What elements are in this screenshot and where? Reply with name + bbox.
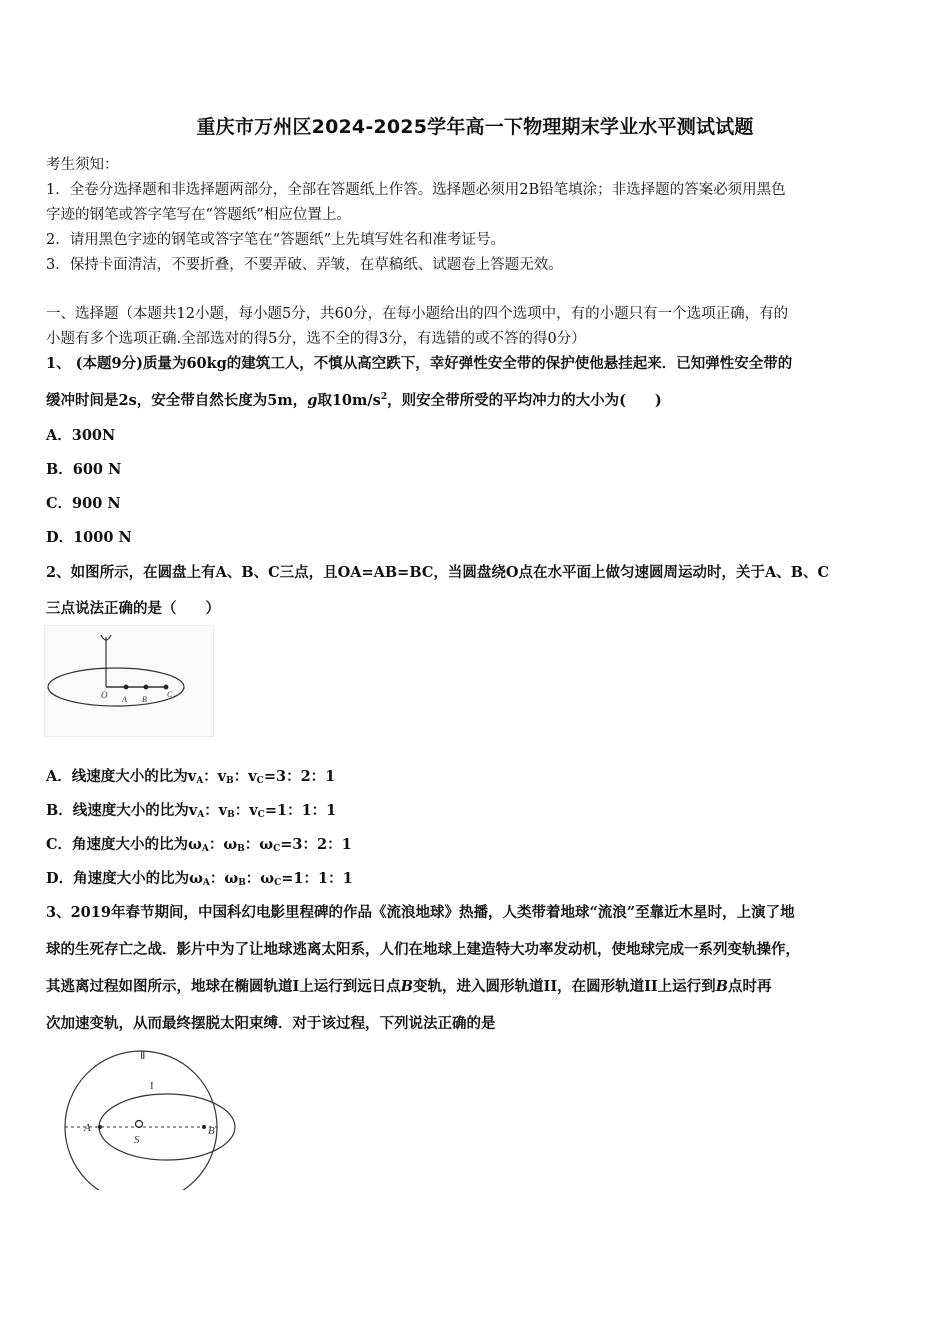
q3-sun-point [136,1121,143,1128]
q3-point-b-ref-2: B [715,978,728,995]
q1-stem-part-c: ，则安全带所受的平均冲力的大小为( ) [387,392,662,409]
q2-option-d-s2: ：ω [209,870,239,887]
q3-stem-line-2: 球的生死存亡之战．影片中为了让地球逃离太阳系，人们在地球上建造特大功率发动机，使地球完成一系列变轨操作， [46,941,800,958]
q2-option-b-sub2: B [227,810,235,820]
q2-option-d-sub3: C [274,878,282,888]
q2-option-c-s2: ：ω [208,836,238,853]
q2-option-c[interactable] [46,833,352,854]
q2-figure-border [45,626,214,737]
q3-label-b: B [208,1125,215,1137]
q2-option-d-sub1: A [202,878,210,888]
q2-option-a-sub2: B [226,776,234,786]
q1-option-a[interactable]: A．300N [46,427,116,444]
q3-stem-part-c: 变轨，进入圆形轨道II，在圆形轨道II上运行到 [413,978,716,995]
notice-item-2: 2．请用黑色字迹的钢笔或答字笔在“答题纸”上先填写姓名和准考证号。 [46,232,506,248]
section-instructions-line-2: 小题有多个选项正确.全部选对的得5分，选不全的得3分，有选错的或不答的得0分） [46,331,586,347]
q3-stem-part-d: 点时再 [727,978,772,995]
q2-option-a-s3: ：v [233,768,257,785]
q2-disc-figure [44,625,214,737]
q3-stem-line-1: 3、2019年春节期间，中国科幻电影里程碑的作品《流浪地球》热播，人类带着地球“流浪”至靠近木星时，上演了地 [46,904,795,921]
q2-option-b[interactable] [46,799,336,820]
section-instructions-line-1: 一、选择题（本题共12小题，每小题5分，共60分，在每小题给出的四个选项中，有的小题只有一个选项正确，有的 [46,306,789,322]
q2-option-a-prefix: A．线速度大小的比为 [46,768,188,785]
q2-point-b [144,685,149,690]
q1-stem-line-2 [46,389,662,410]
q3-stem-part-a: 其逃离过程如图所示，地球在椭圆轨道I上运行到远日点 [46,978,401,995]
q1-g-symbol: g [307,392,318,409]
q3-label-orbit-ii: Ⅱ [140,1050,146,1062]
q1-exponent: 2 [380,392,388,402]
q3-label-orbit-i: I [150,1080,154,1092]
q2-option-c-sub2: B [237,844,245,854]
q2-option-c-sub1: A [201,844,209,854]
q2-point-a [124,685,129,690]
q2-option-a-sub1: A [196,776,204,786]
q1-option-c[interactable]: C．900 N [46,495,121,512]
q2-option-d[interactable] [46,867,353,888]
notice-item-1: 1．全卷分选择题和非选择题两部分，全部在答题纸上作答。选择题必须用2B铅笔填涂；非选择题的答案必须用黑色 [46,182,786,198]
q2-option-a-sub3: C [256,776,264,786]
q2-option-b-prefix: B．线速度大小的比为 [46,802,189,819]
q3-point-a-dot [98,1125,102,1129]
q3-stem-line-3 [46,975,771,996]
q2-option-b-s3: ：v [234,802,258,819]
q1-stem-line-1: 1、 (本题9分)质量为60kg的建筑工人，不慎从高空跌下，幸好弹性安全带的保护使他悬挂起来．已知弹性安全带的 [46,355,793,372]
q1-stem-part-a: 缓冲时间是2s，安全带自然长度为5m， [46,392,308,409]
q2-point-c [164,685,169,690]
q2-stem-line-2: 三点说法正确的是（ ） [46,600,220,617]
q2-option-d-s1: ω [189,870,203,887]
notice-item-1-cont: 字迹的钢笔或答字笔写在“答题纸”相应位置上。 [46,207,351,223]
q2-option-c-prefix: C．角速度大小的比为 [46,836,189,853]
q2-label-o: O [101,690,108,700]
q2-option-b-sub1: A [197,810,205,820]
q2-option-a-tail: =3：2：1 [263,768,336,785]
q2-option-a-s2: ：v [203,768,227,785]
q3-label-s: S [134,1134,140,1146]
q3-point-b-dot [202,1125,206,1129]
q3-point-b-ref-1: B [400,978,414,995]
q2-stem-line-1: 2、如图所示，在圆盘上有A、B、C三点，且OA=AB=BC，当圆盘绕O点在水平面上做匀速圆周运动时，关于A、B、C [46,564,830,581]
q2-option-a[interactable] [46,765,335,786]
notice-heading: 考生须知： [46,157,119,173]
q2-option-c-sub3: C [273,844,281,854]
q1-option-b[interactable]: B．600 N [46,461,122,478]
q3-stem-line-4: 次加速变轨，从而最终摆脱太阳束缚．对于该过程，下列说法正确的是 [46,1015,496,1032]
q2-option-a-s1: v [187,768,197,785]
notice-item-3: 3．保持卡面清洁，不要折叠，不要弄破、弄皱，在草稿纸、试题卷上答题无效。 [46,257,563,273]
q2-option-d-sub2: B [238,878,246,888]
q2-option-d-s3: ：ω [245,870,275,887]
q2-option-c-s3: ：ω [244,836,274,853]
q2-option-d-prefix: D．角速度大小的比为 [46,870,190,887]
q1-option-d[interactable]: D．1000 N [46,529,132,546]
q2-label-a: A [122,695,127,704]
q2-option-d-tail: =1：1：1 [281,870,353,887]
q2-label-c: C [167,690,173,699]
q2-option-b-sub3: C [257,810,265,820]
q2-option-b-s2: ：v [204,802,228,819]
q1-stem-part-b: 取10m/s [317,392,381,409]
q2-option-c-s1: ω [188,836,202,853]
q2-option-c-tail: =3：2：1 [280,836,352,853]
q3-orbit-figure [46,1045,236,1190]
q2-option-b-tail: =1：1：1 [264,802,337,819]
page-title: 重庆市万州区2024-2025学年高一下物理期末学业水平测试试题 [196,116,754,138]
q2-label-b: B [142,695,147,704]
q3-label-a: A [84,1122,91,1134]
q2-option-b-s1: v [188,802,198,819]
